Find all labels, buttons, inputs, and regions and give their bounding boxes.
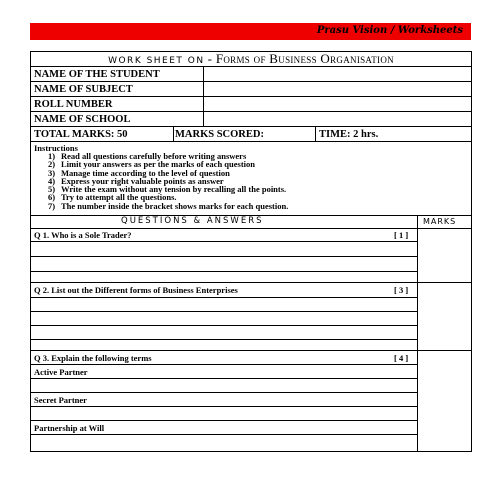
field-divider [203, 82, 204, 97]
answer-line[interactable] [31, 406, 417, 407]
answer-line[interactable] [31, 420, 417, 421]
term-secret-partner: Secret Partner [34, 395, 87, 405]
field-divider [203, 97, 204, 112]
time-allowed: TIME: 2 hrs. [319, 129, 379, 140]
answer-line[interactable] [31, 241, 417, 242]
title-prefix: WORK SHEET ON [108, 56, 205, 66]
list-item: 1) Read all questions carefully before writing answers [48, 151, 247, 161]
header-bar [30, 23, 471, 40]
question-2: Q 2. List out the Different forms of Business Enterprises [34, 285, 238, 295]
marks-column-title: MARKS [423, 217, 457, 226]
field-subject[interactable] [31, 82, 471, 97]
question-3: Q 3. Explain the following terms [34, 353, 152, 363]
instructions-heading: Instructions [34, 143, 78, 153]
answer-line[interactable] [31, 392, 417, 393]
title-topic: - Forms of Business Organisation [207, 51, 394, 66]
term-partnership-at-will: Partnership at Will [34, 423, 105, 433]
field-divider [203, 112, 204, 127]
answer-line[interactable] [31, 364, 417, 365]
list-item: 6) Try to attempt all the questions. [48, 192, 177, 203]
answer-line[interactable] [31, 256, 417, 257]
answer-line[interactable] [31, 297, 417, 298]
answer-line[interactable] [31, 378, 417, 379]
answer-line[interactable] [31, 271, 417, 272]
field-label: NAME OF THE STUDENT [34, 69, 160, 80]
worksheet-title [31, 52, 471, 67]
instructions-block [31, 142, 471, 216]
list-item: 7) The number inside the bracket shows marks for each question. [48, 200, 289, 211]
term-active-partner: Active Partner [34, 367, 88, 377]
marks-divider [173, 127, 174, 142]
list-item: 5) Write the exam without any tension by recalling all the points. [48, 184, 287, 195]
answer-line[interactable] [31, 311, 417, 312]
question-1: Q 1. Who is a Sole Trader? [34, 230, 132, 240]
worksheet [30, 51, 472, 452]
marks-divider [315, 127, 316, 142]
list-item: 3) Manage time according to the level of question [48, 167, 230, 178]
qa-title: QUESTIONS & ANSWERS [121, 216, 264, 226]
brand-text: Prasu Vision / Worksheets [316, 25, 463, 36]
instructions-list [31, 152, 288, 210]
field-roll-number[interactable] [31, 97, 471, 112]
list-item: 2) Limit your answers as per the marks of each question [48, 159, 256, 170]
field-label: ROLL NUMBER [34, 99, 113, 110]
field-label: NAME OF SCHOOL [34, 114, 131, 125]
qa-header [31, 215, 471, 229]
field-school[interactable] [31, 112, 471, 127]
question-3-marks: [ 4 ] [394, 353, 409, 363]
question-2-marks: [ 3 ] [394, 285, 409, 295]
list-item: 4) Express your right valuable points as answer [48, 175, 224, 186]
answer-line[interactable] [31, 339, 417, 340]
question-separator [31, 350, 471, 351]
question-separator [31, 282, 471, 283]
field-student-name[interactable] [31, 67, 471, 82]
marks-row [31, 127, 471, 142]
answer-line[interactable] [31, 325, 417, 326]
total-marks: TOTAL MARKS: 50 [34, 129, 128, 140]
marks-column-divider [417, 215, 418, 452]
field-label: NAME OF SUBJECT [34, 84, 133, 95]
field-divider [203, 67, 204, 82]
answer-line[interactable] [31, 434, 417, 435]
marks-scored[interactable]: MARKS SCORED: [175, 129, 264, 140]
question-1-marks: [ 1 ] [394, 230, 409, 240]
